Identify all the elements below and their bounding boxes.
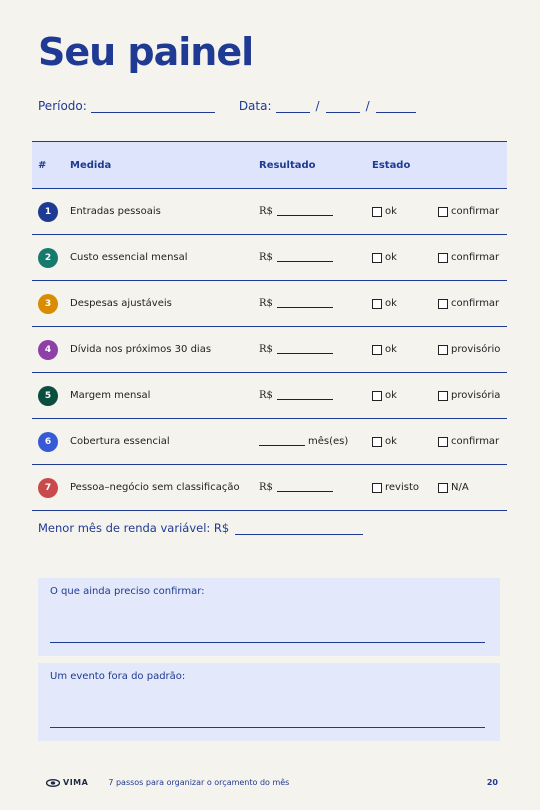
status-option-2[interactable] [438, 252, 507, 263]
note-line [50, 642, 485, 643]
status-option-1[interactable] [372, 344, 438, 355]
status-option-label: provisória [451, 390, 501, 401]
date-label: Data: [238, 99, 272, 113]
status-option-1[interactable] [372, 482, 438, 493]
status-option-label: N/A [451, 482, 469, 493]
checkbox[interactable] [438, 253, 448, 263]
currency-label: R$ [259, 298, 273, 309]
row-number-badge: 2 [38, 248, 58, 268]
min-income-field[interactable] [235, 523, 363, 535]
checkbox[interactable] [372, 299, 382, 309]
header-measure: Medida [70, 159, 112, 171]
status-option-label: provisório [451, 344, 501, 355]
status-option-2[interactable] [438, 298, 507, 309]
currency-label: R$ [259, 206, 273, 217]
result-field[interactable] [277, 208, 333, 216]
row-number-badge: 1 [38, 202, 58, 222]
min-income-row [38, 521, 363, 535]
table-row [32, 465, 507, 511]
result-cell [259, 252, 372, 263]
date-month-field[interactable] [326, 101, 360, 113]
event-note-label: Um evento fora do padrão: [50, 671, 186, 682]
status-option-1[interactable] [372, 206, 438, 217]
row-number-badge: 6 [38, 432, 58, 452]
status-option-label: ok [385, 436, 397, 447]
date-slash: / [365, 99, 370, 113]
checkbox[interactable] [438, 483, 448, 493]
checkbox[interactable] [372, 253, 382, 263]
result-cell [259, 344, 372, 355]
note-line [50, 727, 485, 728]
table-row [32, 419, 507, 465]
row-number-badge: 3 [38, 294, 58, 314]
event-note-box[interactable] [38, 663, 500, 741]
status-option-label: revisto [385, 482, 419, 493]
status-option-2[interactable] [438, 206, 507, 217]
footer [46, 778, 498, 787]
checkbox[interactable] [372, 391, 382, 401]
table-row [32, 281, 507, 327]
status-option-1[interactable] [372, 390, 438, 401]
status-option-label: confirmar [451, 436, 500, 447]
status-option-2[interactable] [438, 436, 507, 447]
result-cell [259, 206, 372, 217]
page-title: Seu painel [38, 30, 254, 74]
checkbox[interactable] [372, 345, 382, 355]
confirm-note-label: O que ainda preciso confirmar: [50, 586, 205, 597]
date-slash: / [315, 99, 320, 113]
currency-label: R$ [259, 390, 273, 401]
measure-label: Entradas pessoais [70, 206, 161, 217]
checkbox[interactable] [372, 483, 382, 493]
result-field[interactable] [259, 438, 305, 446]
result-cell [259, 436, 372, 447]
status-option-label: ok [385, 344, 397, 355]
result-field[interactable] [277, 346, 333, 354]
currency-label: R$ [259, 252, 273, 263]
result-cell [259, 298, 372, 309]
status-option-label: ok [385, 298, 397, 309]
measure-label: Despesas ajustáveis [70, 298, 172, 309]
result-field[interactable] [277, 484, 333, 492]
result-cell [259, 482, 372, 493]
checkbox[interactable] [438, 345, 448, 355]
table-header [32, 141, 507, 189]
currency-label: R$ [259, 344, 273, 355]
status-option-1[interactable] [372, 436, 438, 447]
table-body [32, 189, 507, 511]
measure-label: Custo essencial mensal [70, 252, 188, 263]
status-option-label: ok [385, 390, 397, 401]
status-option-label: ok [385, 252, 397, 263]
meta-row [38, 99, 416, 113]
result-field[interactable] [277, 300, 333, 308]
checkbox[interactable] [372, 437, 382, 447]
checkbox[interactable] [438, 299, 448, 309]
footer-text: 7 passos para organizar o orçamento do mês [108, 778, 290, 787]
measure-label: Dívida nos próximos 30 dias [70, 344, 212, 355]
checkbox[interactable] [438, 391, 448, 401]
table-row [32, 327, 507, 373]
result-field[interactable] [277, 254, 333, 262]
date-year-field[interactable] [376, 101, 416, 113]
row-number-badge: 5 [38, 386, 58, 406]
period-field[interactable] [91, 101, 215, 113]
status-option-label: confirmar [451, 252, 500, 263]
confirm-note-box[interactable] [38, 578, 500, 656]
logo-icon [46, 779, 60, 787]
measure-label: Cobertura essencial [70, 436, 170, 447]
period-label: Período: [38, 99, 87, 113]
measure-label: Margem mensal [70, 390, 151, 401]
date-day-field[interactable] [276, 101, 310, 113]
row-number-badge: 7 [38, 478, 58, 498]
table-row [32, 189, 507, 235]
status-option-label: ok [385, 206, 397, 217]
header-result: Resultado [259, 159, 316, 171]
status-option-2[interactable] [438, 390, 507, 401]
header-status: Estado [372, 159, 411, 171]
brand-logo [46, 778, 88, 787]
status-option-label: confirmar [451, 298, 500, 309]
status-option-1[interactable] [372, 298, 438, 309]
measure-label: Pessoa–negócio sem classificação [70, 482, 240, 493]
status-option-2[interactable] [438, 344, 507, 355]
checkbox[interactable] [438, 437, 448, 447]
dashboard-table [32, 141, 507, 511]
table-row [32, 235, 507, 281]
result-unit: mês(es) [308, 436, 349, 447]
min-income-label: Menor mês de renda variável: R$ [38, 521, 230, 535]
result-field[interactable] [277, 392, 333, 400]
status-option-2[interactable] [438, 482, 507, 493]
table-row [32, 373, 507, 419]
result-cell [259, 390, 372, 401]
header-num: # [38, 159, 47, 171]
row-number-badge: 4 [38, 340, 58, 360]
status-option-label: confirmar [451, 206, 500, 217]
currency-label: R$ [259, 482, 273, 493]
brand-name: VIMA [63, 778, 89, 787]
checkbox[interactable] [438, 207, 448, 217]
page-number: 20 [486, 778, 498, 787]
status-option-1[interactable] [372, 252, 438, 263]
checkbox[interactable] [372, 207, 382, 217]
